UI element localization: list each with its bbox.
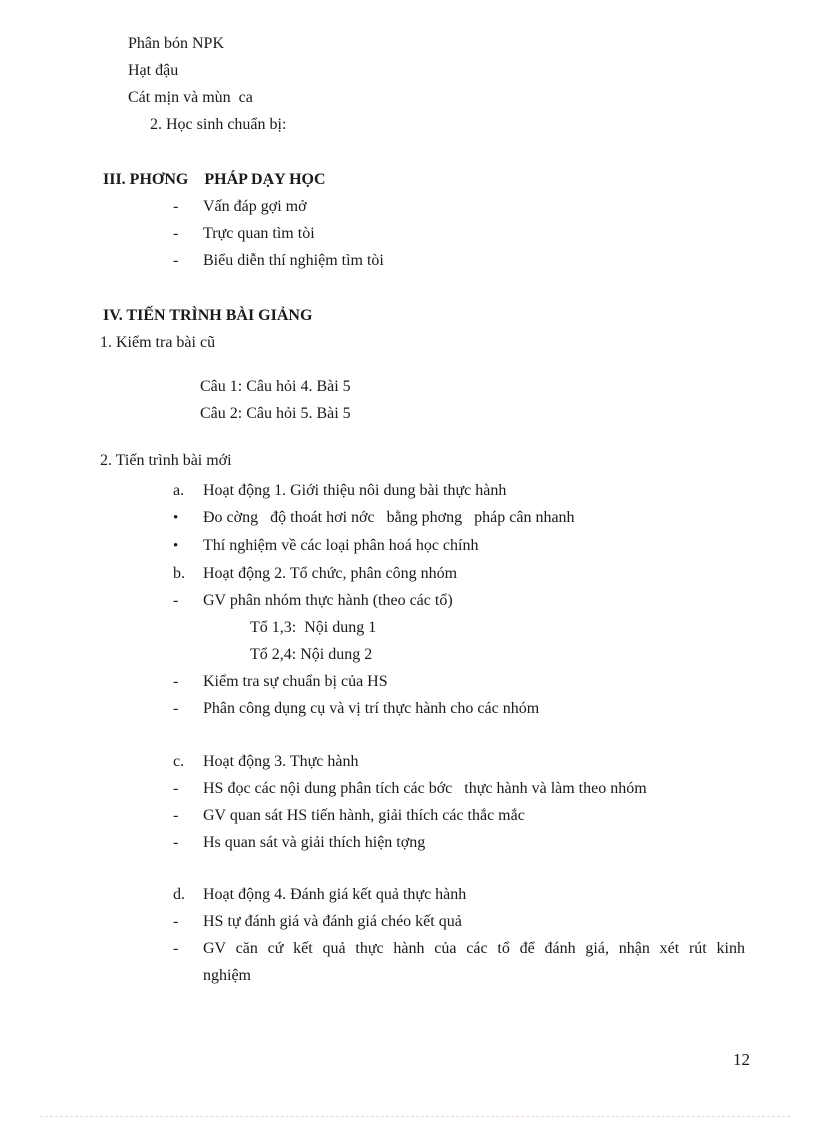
materials-item-npk: Phân bón NPK	[128, 35, 225, 52]
task-item	[173, 695, 745, 722]
bottom-dotted-divider	[40, 1116, 790, 1117]
method-item	[173, 247, 745, 274]
task-item	[173, 775, 745, 802]
task-item	[173, 668, 745, 695]
subsection-kiem-tra-bai-cu: 1. Kiểm tra bài cũ	[100, 334, 216, 351]
bullet-marker: •	[173, 510, 179, 526]
section-heading-iii: III. PHƠNG PHÁP DẠY HỌC	[103, 171, 326, 188]
activity-item	[173, 477, 745, 504]
subsection-tien-trinh-bai-moi: 2. Tiến trình bài mới	[100, 452, 232, 469]
letter-marker: d.	[173, 886, 185, 903]
dash-marker: -	[173, 780, 179, 797]
materials-item-cat-min: Cát mịn và mùn ca	[128, 89, 253, 106]
task-item-text: GV phân nhóm thực hành (theo các tổ)	[203, 592, 453, 609]
task-item-justified	[173, 935, 745, 962]
bullet-item-text: Đo cờng độ thoát hơi nớc bằng phơng pháp cân nhanh	[203, 509, 575, 526]
dash-marker: -	[173, 592, 179, 609]
activity-item	[173, 560, 745, 587]
method-item	[173, 193, 745, 220]
bullet-item	[173, 504, 745, 532]
method-item-text: Biểu diễn thí nghiệm tìm tòi	[203, 252, 384, 269]
task-item-text: Phân công dụng cụ và vị trí thực hành cho các nhóm	[203, 700, 540, 717]
task-item	[173, 802, 745, 829]
activity-item-text: Hoạt động 2. Tổ chức, phân công nhóm	[203, 565, 458, 582]
dash-marker: -	[173, 673, 179, 690]
page-number: 12	[733, 1050, 750, 1069]
bullet-item-text: Thí nghiệm về các loại phân hoá học chính	[203, 537, 479, 554]
method-item-text: Trực quan tìm tòi	[203, 225, 315, 242]
task-item-text: Hs quan sát và giải thích hiện tợng	[203, 834, 426, 851]
letter-marker: c.	[173, 753, 185, 770]
student-preparation-line: 2. Học sinh chuẩn bị:	[150, 116, 287, 133]
activity-item-text: Hoạt động 3. Thực hành	[203, 753, 359, 770]
activity-item-text: Hoạt động 4. Đánh giá kết quả thực hành	[203, 886, 467, 903]
task-item-text: GV quan sát HS tiến hành, giải thích các thắc mắc	[203, 807, 525, 824]
method-item	[173, 220, 745, 247]
dash-marker: -	[173, 834, 179, 851]
dash-marker: -	[173, 913, 179, 930]
task-item	[173, 829, 745, 856]
task-item	[173, 587, 745, 614]
question-line: Câu 1: Câu hỏi 4. Bài 5	[200, 378, 351, 395]
task-item	[173, 908, 745, 935]
method-item-text: Vấn đáp gợi mở	[203, 198, 307, 215]
letter-marker: a.	[173, 482, 185, 499]
group-assignment-line: Tổ 1,3: Nội dung 1	[250, 619, 377, 636]
group-assignment-line: Tổ 2,4: Nội dung 2	[250, 646, 373, 663]
dash-marker: -	[173, 198, 179, 215]
bullet-item	[173, 532, 745, 560]
task-item-continuation: nghiệm	[203, 967, 251, 984]
dash-marker: -	[173, 700, 179, 717]
letter-marker: b.	[173, 565, 185, 582]
materials-item-hat-dau: Hạt đậu	[128, 62, 179, 79]
task-item-text: Kiểm tra sự chuẩn bị của HS	[203, 673, 388, 690]
dash-marker: -	[173, 807, 179, 824]
task-item-text: HS tự đánh giá và đánh giá chéo kết quả	[203, 913, 462, 930]
question-line: Câu 2: Câu hỏi 5. Bài 5	[200, 405, 351, 422]
dash-marker: -	[173, 940, 179, 957]
activity-item	[173, 748, 745, 775]
task-item-text: HS đọc các nội dung phân tích các bớc thực hành và làm theo nhóm	[203, 780, 647, 797]
bullet-marker: •	[173, 538, 179, 554]
activity-item	[173, 881, 745, 908]
task-item-text: GV căn cứ kết quả thực hành của các tổ để đánh giá, nhận xét rút kinh	[203, 940, 745, 957]
dash-marker: -	[173, 252, 179, 269]
activity-item-text: Hoạt động 1. Giới thiệu nôi dung bài thực hành	[203, 482, 507, 499]
dash-marker: -	[173, 225, 179, 242]
section-heading-iv: IV. TIẾN TRÌNH BÀI GIẢNG	[103, 307, 313, 324]
